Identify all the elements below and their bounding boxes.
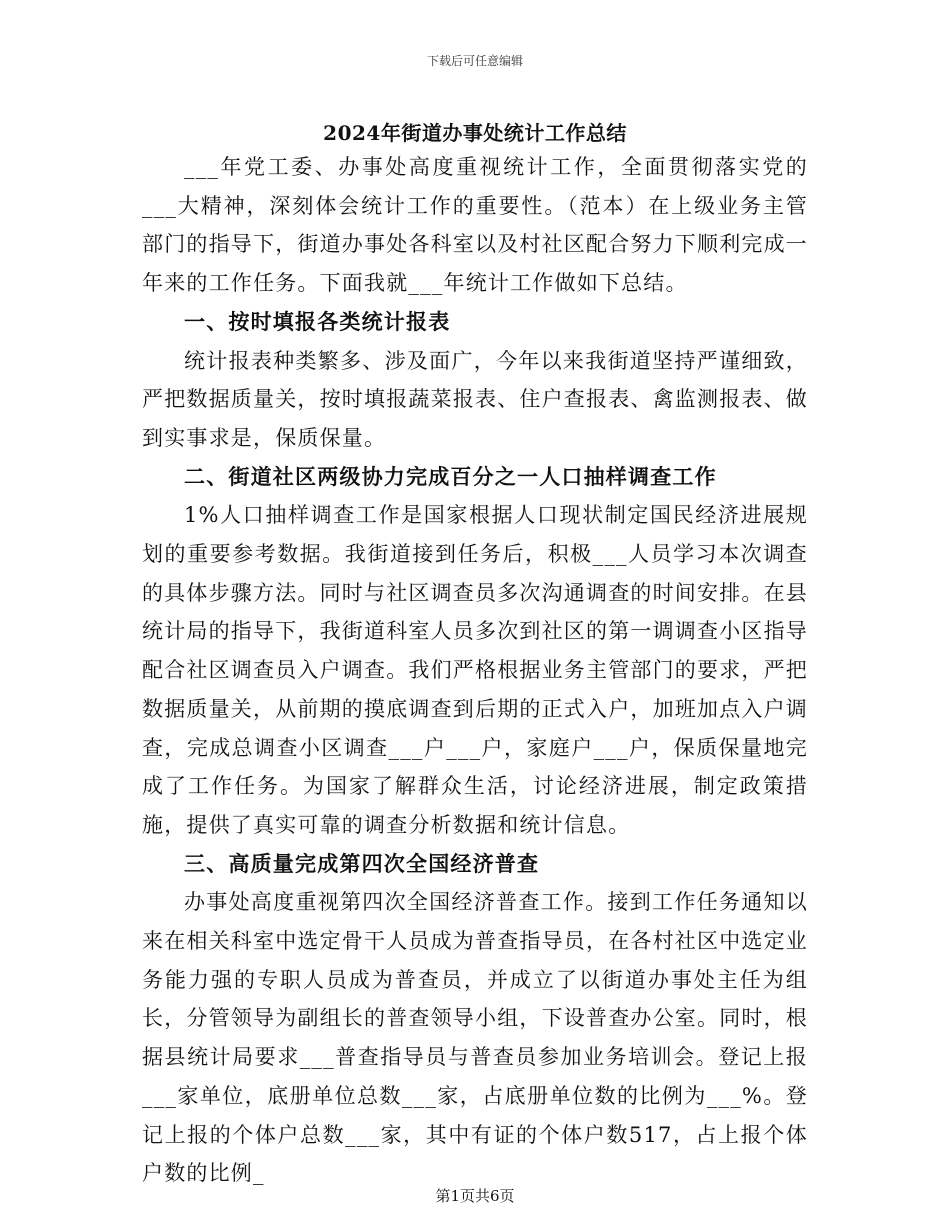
page-footer: 第1页共6页 <box>435 1187 515 1205</box>
section-body-3: 办事处高度重视第四次全国经济普查工作。接到工作任务通知以来在相关科室中选定骨干人员成为普查指导员，在各村社区中选定业务能力强的专职人员成为普查员，并成立了以街道办事处主任为组长，分管领导为副组长的普查领导小组，下设普查办公室。同时，根据县统计局要求___普查指导员与普查员参加业务培训会。登记上报___家单位，底册单位总数___家，占底册单位数的比例为___%。登记上报的个体户总数___家，其中有证的个体户数517，占上报个体户数的比例_ <box>142 890 808 1186</box>
header-note: 下载后可任意编辑 <box>426 54 523 68</box>
section-body-1: 统计报表种类繁多、涉及面广，今年以来我街道坚持严谨细致，严把数据质量关，按时填报蔬菜报表、住户查报表、禽监测报表、做到实事求是，保质保量。 <box>142 348 808 450</box>
section-heading-3: 三、高质量完成第四次全国经济普查 <box>184 850 540 876</box>
document-body <box>142 148 808 1193</box>
intro-paragraph: ___年党工委、办事处高度重视统计工作，全面贯彻落实党的___大精神，深刻体会统计工作的重要性。（范本）在上级业务主管部门的指导下，街道办事处各科室以及村社区配合努力下顺利完成一年来的工作任务。下面我就___年统计工作做如下总结。 <box>142 155 808 296</box>
section-body-2: 1%人口抽样调查工作是国家根据人口现状制定国民经济进展规划的重要参考数据。我街道接到任务后，积极___人员学习本次调查的具体步骤方法。同时与社区调查员多次沟通调查的时间安排。在县统计局的指导下，我街道科室人员多次到社区的第一调调查小区指导配合社区调查员入户调查。我们严格根据业务主管部门的要求，严把数据质量关，从前期的摸底调查到后期的正式入户，加班加点入户调查，完成总调查小区调查___户___户，家庭户___户，保质保量地完成了工作任务。为国家了解群众生活，讨论经济进展，制定政策措施，提供了真实可靠的调查分析数据和统计信息。 <box>142 503 808 837</box>
document-title: 2024年街道办事处统计工作总结 <box>323 121 627 145</box>
section-heading-2: 二、街道社区两级协力完成百分之一人口抽样调查工作 <box>184 463 717 489</box>
section-heading-1: 一、按时填报各类统计报表 <box>184 308 451 334</box>
